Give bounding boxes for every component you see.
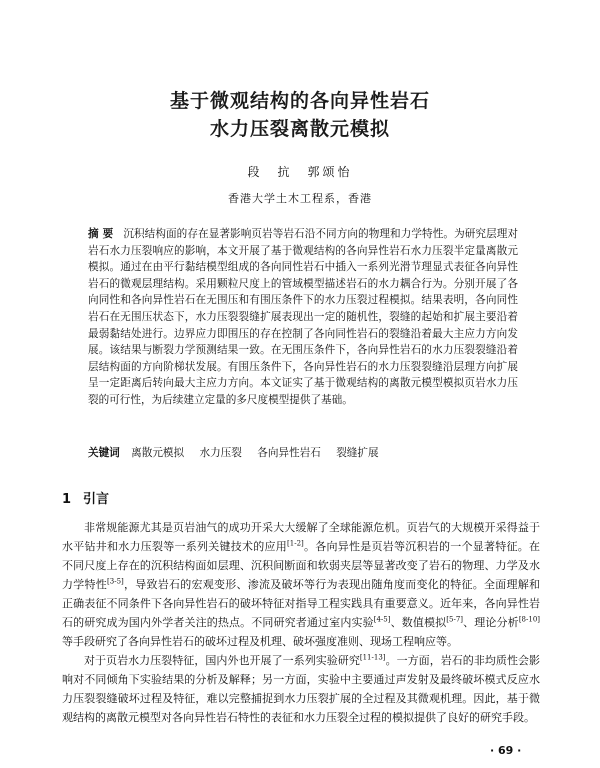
paragraph [62, 518, 540, 651]
citation: [4-5] [373, 615, 391, 624]
section-title: 引言 [83, 492, 110, 507]
keyword: 各向异性岩石 [257, 447, 321, 459]
text-run: 对于页岩水力压裂特征，国内外也开展了一系列实验研究 [84, 654, 360, 667]
affiliation: 香港大学土木工程系，香港 [228, 192, 372, 205]
keyword: 裂缝扩展 [336, 447, 379, 459]
citation: [5-7] [446, 615, 464, 624]
text-run: 。各向异性是页岩等沉积岩的一个显著特征。在不同尺度上存在的沉积结构面如层理、沉积间断面和软弱夹层等显著改变了岩石的物理、力学及水力学特性 [62, 540, 541, 591]
citation: [3-5] [107, 577, 124, 586]
citation: [8-10] [518, 615, 541, 624]
abstract-label: 摘要 [88, 228, 118, 240]
page-number: · 69 · [490, 744, 522, 757]
citation: [1-2] [287, 539, 304, 548]
section-heading [62, 488, 109, 507]
paper-title-line1: 基于微观结构的各向异性岩石 [169, 90, 430, 112]
authors: 段 抗 郭颂怡 [247, 165, 353, 179]
abstract [88, 226, 518, 409]
text-run: 等手段研究了各向异性岩石的破坏过程及机理、破坏强度准则、现场工程响应等。 [62, 635, 458, 648]
text-run: 、理论分析 [463, 616, 519, 629]
text-run: 非常规能源尤其是页岩油气的成功开采大大缓解了全球能源危机。页岩气的大规模开采得益于水平钻井和水力压裂等一系列关键技术的应用 [62, 521, 540, 553]
paragraph [62, 651, 540, 727]
keywords-label: 关键词 [88, 447, 120, 459]
keyword: 水力压裂 [199, 447, 242, 459]
keyword: 离散元模拟 [131, 447, 185, 459]
text-run: 、数值模拟 [390, 616, 447, 629]
citation: [11-13] [359, 653, 386, 662]
text-run: ，导致岩石的宏观变形、渗流及破坏等行为表现出随角度而变化的特征。全面理解和正确表征不同条件下各向异性岩石的破坏特征对指导工程实践具有重要意义。近年来，各向异性岩石的研究成为国内外学者关注的热点。不同研究者通过室内实验 [62, 578, 541, 629]
keywords [88, 445, 518, 461]
body-text [62, 518, 540, 727]
abstract-text: 沉积结构面的存在显著影响页岩等岩石沿不同方向的物理和力学特性。为研究层理对岩石水力压裂响应的影响，本文开展了基于微观结构的各向异性岩石水力压裂半定量离散元模拟。通过在由平行黏结模型组成的各向同性岩石中插入一系列光滑节理显式表征各向异性岩石的微观层理结构。采用颗粒尺度上的管域模型描述岩石的水力耦合行为。分别开展了各向同性和各向异性岩石在无围压和有围压条件下的水力压裂过程模拟。结果表明，各向同性岩石在无围压状态下，水力压裂裂缝扩展表现出一定的随机性，裂缝的起始和扩展主要沿着最弱黏结处进行。边界应力即围压的存在控制了各向同性岩石的裂缝沿着最大主应力方向发展。该结果与断裂力学预测结果一致。在无围压条件下，各向异性岩石的水力压裂裂缝沿着层结构面的方向阶梯状发展。有围压条件下，各向异性岩石的水力压裂裂缝沿层理方向扩展呈一定距离后转向最大主应力方向。本文证实了基于微观结构的离散元模型模拟页岩水力压裂的可行性，为后续建立定量的多尺度模型提供了基础。 [88, 228, 519, 406]
paper-title-line2: 水力压裂离散元模拟 [209, 118, 390, 140]
section-number: 1 [62, 492, 72, 507]
text-run: 。一方面，岩石的非均质性会影响对不同倾角下实验结果的分析及解释；另一方面，实验中主要通过声发射及最终破坏模式反应水力压裂裂缝破坏过程及特征，难以完整捕捉到水力压裂扩展的全过程及其微观机理。因此，基于微观结构的离散元模型对各向异性岩石特性的表征和水力压裂全过程的模拟提供了良好的研究手段。 [62, 654, 541, 724]
